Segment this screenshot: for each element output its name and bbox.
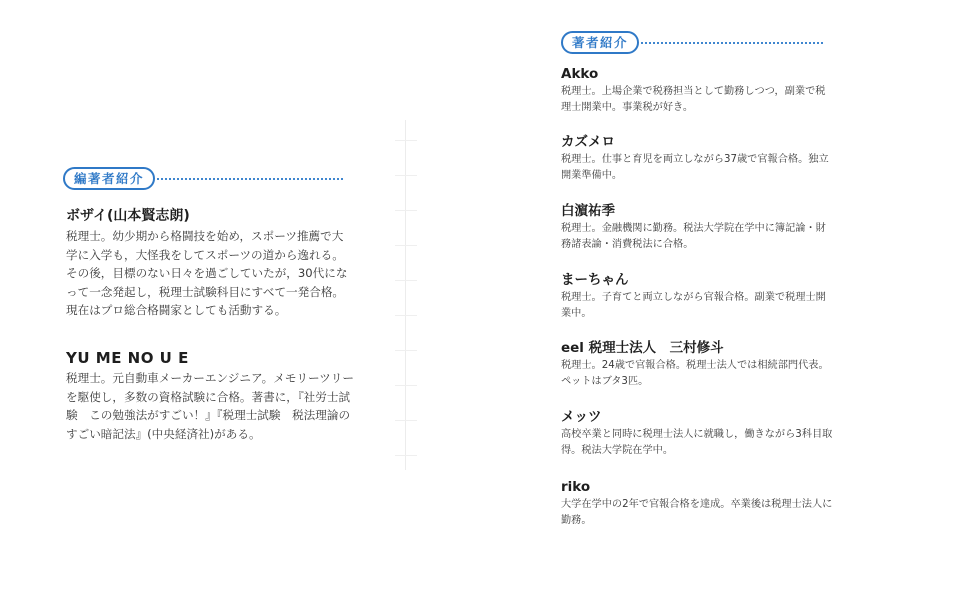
gutter-tick	[395, 350, 417, 351]
author-bio: 税理士。仕事と育児を両立しながら37歳で官報合格。独立開業準備中。	[561, 154, 829, 181]
author-name: カズメロ	[561, 134, 615, 150]
gutter-tick	[395, 140, 417, 141]
heading-dotted-rule	[157, 178, 343, 180]
author-entry	[561, 134, 833, 183]
author-bio: 高校卒業と同時に税理士法人に就職し，働きながら3科目取得。税法大学院在学中。	[561, 429, 833, 456]
author-name: riko	[561, 479, 591, 495]
editor-bio: 税理士。元自動車メーカーエンジニア。メモリーツリーを駆使し，多数の資格試験に合格。著書に，『社労士試験 この勉強法がすごい！』『税理士試験 税法理論のすごい暗記法』(中央経済社)がある。	[66, 371, 354, 441]
gutter-line	[405, 120, 406, 470]
author-entry	[561, 203, 833, 252]
author-section-header	[561, 31, 823, 54]
author-name: メッツ	[561, 409, 602, 425]
gutter-tick	[395, 385, 417, 386]
author-bio: 税理士。金融機関に勤務。税法大学院在学中に簿記論・財務諸表論・消費税法に合格。	[561, 223, 826, 250]
gutter-tick	[395, 420, 417, 421]
author-name: eel 税理士法人 三村修斗	[561, 340, 724, 356]
gutter-tick	[395, 280, 417, 281]
author-entry	[561, 340, 833, 389]
heading-dotted-rule	[641, 42, 823, 44]
author-bio: 税理士。24歳で官報合格。税理士法人では相続部門代表。ペットはブタ3匹。	[561, 360, 829, 387]
author-name: 白濵祐季	[561, 203, 615, 219]
editor-entry	[66, 349, 354, 443]
author-bio: 税理士。子育てと両立しながら官報合格。副業で税理士開業中。	[561, 292, 826, 319]
author-name: まーちゃん	[561, 272, 629, 288]
author-bio: 税理士。上場企業で税務担当として勤務しつつ，副業で税理士開業中。事業税が好き。	[561, 86, 826, 113]
gutter-tick	[395, 210, 417, 211]
editor-entry	[66, 207, 354, 320]
author-section-heading: 著者紹介	[561, 31, 639, 54]
page-gutter	[393, 120, 419, 470]
editor-section-heading: 編著者紹介	[63, 167, 155, 190]
author-entry	[561, 409, 833, 458]
author-name: Akko	[561, 66, 599, 82]
author-bio: 大学在学中の2年で官報合格を達成。卒業後は税理士法人に勤務。	[561, 499, 833, 526]
author-entry	[561, 66, 833, 115]
editor-name: YU ME NO U E	[66, 349, 189, 367]
editor-name: ボザイ(山本賢志朗)	[66, 208, 190, 224]
editor-section-header	[63, 167, 343, 190]
gutter-tick	[395, 175, 417, 176]
author-entry	[561, 272, 833, 321]
gutter-tick	[395, 315, 417, 316]
gutter-tick	[395, 455, 417, 456]
author-entry	[561, 479, 833, 528]
editor-bio: 税理士。幼少期から格闘技を始め，スポーツ推薦で大学に入学も，大怪我をしてスポーツの道から逸れる。その後，目標のない日々を過ごしていたが，30代になって一念発起し，税理士試験科目にすべて一発合格。現在はプロ総合格闘家としても活動する。	[66, 229, 348, 318]
gutter-tick	[395, 245, 417, 246]
